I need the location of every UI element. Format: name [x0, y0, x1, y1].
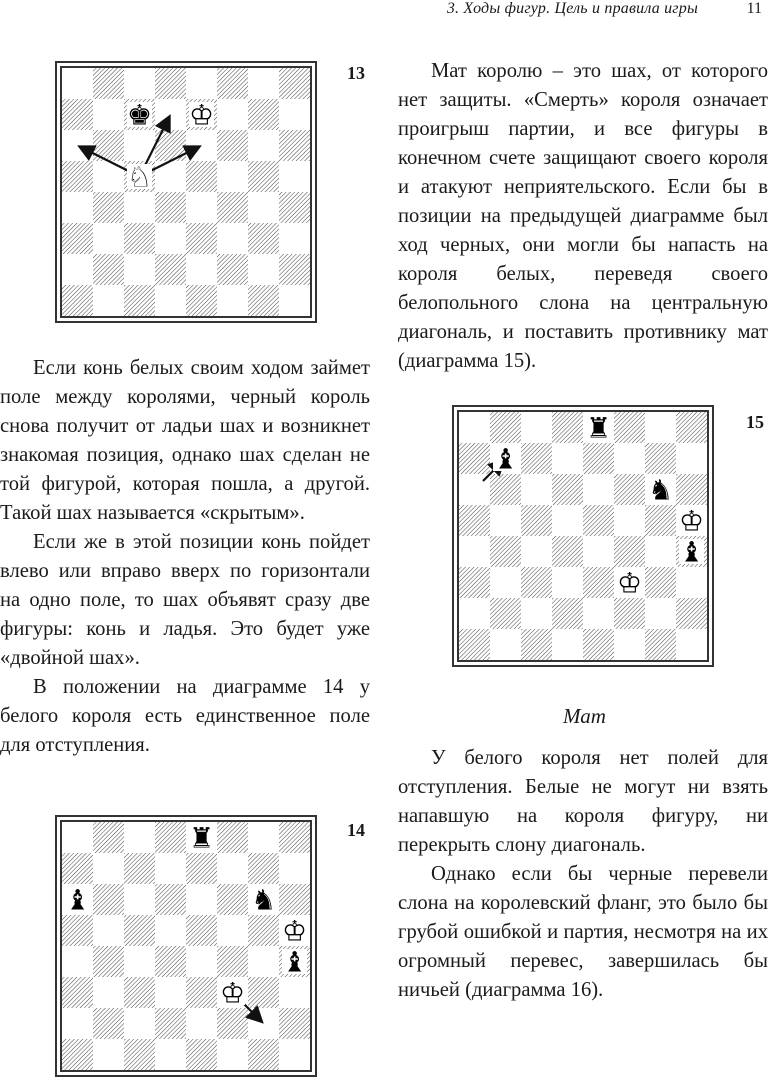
- light-square: [490, 567, 521, 598]
- light-square: [217, 223, 248, 254]
- dark-square: [583, 567, 614, 598]
- dark-square: [124, 915, 155, 946]
- dark-square: [62, 1039, 93, 1070]
- dark-square: [62, 915, 93, 946]
- dark-square: [645, 505, 676, 536]
- chessboard-grid: [62, 68, 310, 316]
- light-square: [645, 598, 676, 629]
- light-square: [490, 629, 521, 660]
- paragraph: Если же в этой позиции конь пойдет влево или вправо вверх по горизонтали на одно поле, то шах объявят сразу две фигуры: конь и ладья. Это будет уже «двойной шах».: [0, 531, 370, 669]
- dark-square: [279, 130, 310, 161]
- chess-piece-black: ♞: [647, 473, 674, 507]
- dark-square: [93, 68, 124, 99]
- dark-square: [186, 853, 217, 884]
- dark-square: [124, 977, 155, 1008]
- light-square: [93, 1039, 124, 1070]
- dark-square: [552, 474, 583, 505]
- light-square: [124, 1008, 155, 1039]
- light-square: [552, 567, 583, 598]
- chess-piece-white: ♘: [126, 160, 153, 194]
- right-column-text-1: [398, 57, 768, 376]
- dark-square: [614, 598, 645, 629]
- dark-square: [186, 223, 217, 254]
- light-square: [155, 1039, 186, 1070]
- chess-piece-black: ♜: [585, 412, 612, 445]
- light-square: [248, 68, 279, 99]
- light-square: [645, 536, 676, 567]
- light-square: [155, 99, 186, 130]
- dark-square: [248, 1039, 279, 1070]
- chess-piece-black: ♞: [250, 883, 277, 917]
- light-square: [124, 68, 155, 99]
- dark-square: [186, 915, 217, 946]
- light-square: [124, 946, 155, 977]
- light-square: [279, 1039, 310, 1070]
- dark-square: [248, 161, 279, 192]
- dark-square: [279, 68, 310, 99]
- dark-square: [459, 443, 490, 474]
- light-square: [279, 161, 310, 192]
- light-square: [62, 254, 93, 285]
- dark-square: [552, 412, 583, 443]
- dark-square: [521, 567, 552, 598]
- dark-square: [217, 1008, 248, 1039]
- light-square: [521, 536, 552, 567]
- dark-square: [279, 884, 310, 915]
- light-square: [217, 1039, 248, 1070]
- dark-square: [490, 598, 521, 629]
- dark-square: [155, 946, 186, 977]
- dark-square: [248, 223, 279, 254]
- dark-square: [155, 254, 186, 285]
- dark-square: [583, 505, 614, 536]
- light-square: [186, 68, 217, 99]
- dark-square: [521, 629, 552, 660]
- light-square: [124, 192, 155, 223]
- light-square: [583, 598, 614, 629]
- chapter-title: 3. Ходы фигур. Цель и правила игры: [446, 0, 698, 17]
- dark-square: [93, 254, 124, 285]
- dark-square: [62, 161, 93, 192]
- dark-square: [279, 192, 310, 223]
- light-square: [62, 822, 93, 853]
- dark-square: [217, 254, 248, 285]
- light-square: [248, 130, 279, 161]
- light-square: [248, 192, 279, 223]
- dark-square: [490, 412, 521, 443]
- dark-square: [93, 1008, 124, 1039]
- dark-square: [217, 884, 248, 915]
- dark-square: [248, 915, 279, 946]
- dark-square: [521, 443, 552, 474]
- dark-square: [217, 130, 248, 161]
- dark-square: [459, 567, 490, 598]
- dark-square: [552, 598, 583, 629]
- light-square: [124, 822, 155, 853]
- dark-square: [583, 443, 614, 474]
- dark-square: [217, 68, 248, 99]
- chess-piece-black: ♝: [492, 442, 519, 476]
- chess-piece-white: ♔: [281, 914, 308, 948]
- chess-piece-white: ♔: [188, 98, 215, 132]
- light-square: [186, 254, 217, 285]
- dark-square: [155, 822, 186, 853]
- chess-diagram-13: [55, 61, 317, 323]
- light-square: [93, 99, 124, 130]
- diagram-number-13: 13: [347, 63, 365, 83]
- light-square: [217, 99, 248, 130]
- diagram-number-15: 15: [746, 412, 764, 432]
- dark-square: [552, 536, 583, 567]
- light-square: [93, 223, 124, 254]
- dark-square: [248, 977, 279, 1008]
- chess-piece-black: ♚: [126, 98, 153, 132]
- dark-square: [279, 254, 310, 285]
- dark-square: [459, 505, 490, 536]
- light-square: [583, 536, 614, 567]
- dark-square: [155, 884, 186, 915]
- light-square: [614, 629, 645, 660]
- dark-square: [93, 884, 124, 915]
- light-square: [217, 915, 248, 946]
- light-square: [279, 853, 310, 884]
- diagram-caption-15: Мат: [563, 704, 606, 728]
- light-square: [217, 161, 248, 192]
- dark-square: [186, 1039, 217, 1070]
- light-square: [124, 884, 155, 915]
- left-column-text: [0, 354, 370, 760]
- dark-square: [124, 853, 155, 884]
- dark-square: [645, 567, 676, 598]
- dark-square: [186, 285, 217, 316]
- paragraph: В положении на диаграмме 14 у белого короля есть единственное поле для отступления.: [0, 676, 370, 756]
- dark-square: [155, 1008, 186, 1039]
- chess-diagram-15: [452, 405, 714, 667]
- light-square: [93, 977, 124, 1008]
- light-square: [676, 567, 707, 598]
- paragraph: Если конь белых своим ходом займет поле между королями, черный король снова получит от ладьи шах и возникнет знакомая позиция, однако шах сделан не той фигурой, которая пошла, а другой. Такой шах называется «скрытым».: [0, 357, 370, 524]
- light-square: [490, 505, 521, 536]
- light-square: [279, 977, 310, 1008]
- light-square: [521, 412, 552, 443]
- light-square: [645, 412, 676, 443]
- chess-piece-white: ♔: [616, 566, 643, 600]
- dark-square: [490, 474, 521, 505]
- light-square: [155, 285, 186, 316]
- dark-square: [614, 536, 645, 567]
- light-square: [248, 822, 279, 853]
- dark-square: [62, 223, 93, 254]
- chess-diagram-14: [55, 815, 317, 1077]
- light-square: [279, 285, 310, 316]
- dark-square: [614, 474, 645, 505]
- light-square: [248, 946, 279, 977]
- light-square: [186, 130, 217, 161]
- chess-piece-white: ♔: [678, 504, 705, 538]
- dark-square: [645, 443, 676, 474]
- right-column-text-2: [398, 744, 768, 1005]
- light-square: [521, 598, 552, 629]
- light-square: [62, 192, 93, 223]
- light-square: [459, 536, 490, 567]
- light-square: [217, 285, 248, 316]
- dark-square: [248, 99, 279, 130]
- dark-square: [490, 536, 521, 567]
- dark-square: [583, 629, 614, 660]
- dark-square: [645, 629, 676, 660]
- paragraph: Мат королю – это шах, от которого нет защиты. «Смерть» короля означает проигрыш партии, и все фигуры в конечном счете защищают своего короля и атакуют неприятельского. Если бы в позиции на предыдущей диаграмме был ход черных, они могли бы напасть на короля белых, переведя своего белопольного слона на центральную диагональ, и поставить противнику мат (диаграмма 15).: [398, 60, 768, 372]
- dark-square: [186, 161, 217, 192]
- light-square: [186, 192, 217, 223]
- light-square: [155, 223, 186, 254]
- paragraph: У белого короля нет полей для отступления. Белые не могут ни взять напавшую на короля фигуру, ни перекрыть слону диагональ.: [398, 747, 768, 856]
- dark-square: [248, 853, 279, 884]
- light-square: [614, 443, 645, 474]
- dark-square: [279, 822, 310, 853]
- dark-square: [676, 474, 707, 505]
- dark-square: [217, 192, 248, 223]
- light-square: [614, 505, 645, 536]
- chess-piece-black: ♝: [678, 535, 705, 569]
- dark-square: [62, 285, 93, 316]
- dark-square: [155, 68, 186, 99]
- dark-square: [93, 946, 124, 977]
- light-square: [552, 505, 583, 536]
- light-square: [155, 915, 186, 946]
- light-square: [676, 629, 707, 660]
- dark-square: [676, 412, 707, 443]
- light-square: [155, 853, 186, 884]
- light-square: [459, 598, 490, 629]
- chessboard-grid: [459, 412, 707, 660]
- light-square: [583, 474, 614, 505]
- dark-square: [62, 853, 93, 884]
- dark-square: [279, 1008, 310, 1039]
- light-square: [186, 1008, 217, 1039]
- light-square: [93, 853, 124, 884]
- dark-square: [93, 822, 124, 853]
- light-square: [155, 977, 186, 1008]
- dark-square: [124, 223, 155, 254]
- dark-square: [124, 285, 155, 316]
- light-square: [62, 68, 93, 99]
- running-header: [0, 0, 768, 20]
- dark-square: [614, 412, 645, 443]
- light-square: [124, 254, 155, 285]
- chess-piece-black: ♝: [64, 883, 91, 917]
- light-square: [62, 1008, 93, 1039]
- light-square: [552, 443, 583, 474]
- dark-square: [459, 629, 490, 660]
- chess-piece-black: ♝: [281, 945, 308, 979]
- light-square: [552, 629, 583, 660]
- dark-square: [62, 977, 93, 1008]
- dark-square: [217, 822, 248, 853]
- light-square: [279, 99, 310, 130]
- light-square: [93, 285, 124, 316]
- light-square: [676, 443, 707, 474]
- dark-square: [521, 505, 552, 536]
- chess-piece-black: ♜: [188, 822, 215, 855]
- chessboard-grid: [62, 822, 310, 1070]
- dark-square: [155, 192, 186, 223]
- dark-square: [186, 977, 217, 1008]
- dark-square: [93, 192, 124, 223]
- dark-square: [62, 99, 93, 130]
- paragraph: Однако если бы черные перевели слона на королевский фланг, это было бы грубой ошибкой и партия, несмотря на их огромный перевес, завершилась бы ничьей (диаграмма 16).: [398, 863, 768, 1001]
- light-square: [217, 853, 248, 884]
- light-square: [459, 412, 490, 443]
- page-number: 11: [746, 0, 762, 17]
- light-square: [62, 946, 93, 977]
- dark-square: [124, 1039, 155, 1070]
- dark-square: [248, 285, 279, 316]
- light-square: [186, 946, 217, 977]
- light-square: [62, 130, 93, 161]
- light-square: [186, 884, 217, 915]
- dark-square: [676, 598, 707, 629]
- diagram-number-14: 14: [347, 820, 365, 840]
- chess-piece-white: ♔: [219, 976, 246, 1010]
- dark-square: [217, 946, 248, 977]
- light-square: [279, 223, 310, 254]
- light-square: [248, 254, 279, 285]
- light-square: [93, 915, 124, 946]
- light-square: [521, 474, 552, 505]
